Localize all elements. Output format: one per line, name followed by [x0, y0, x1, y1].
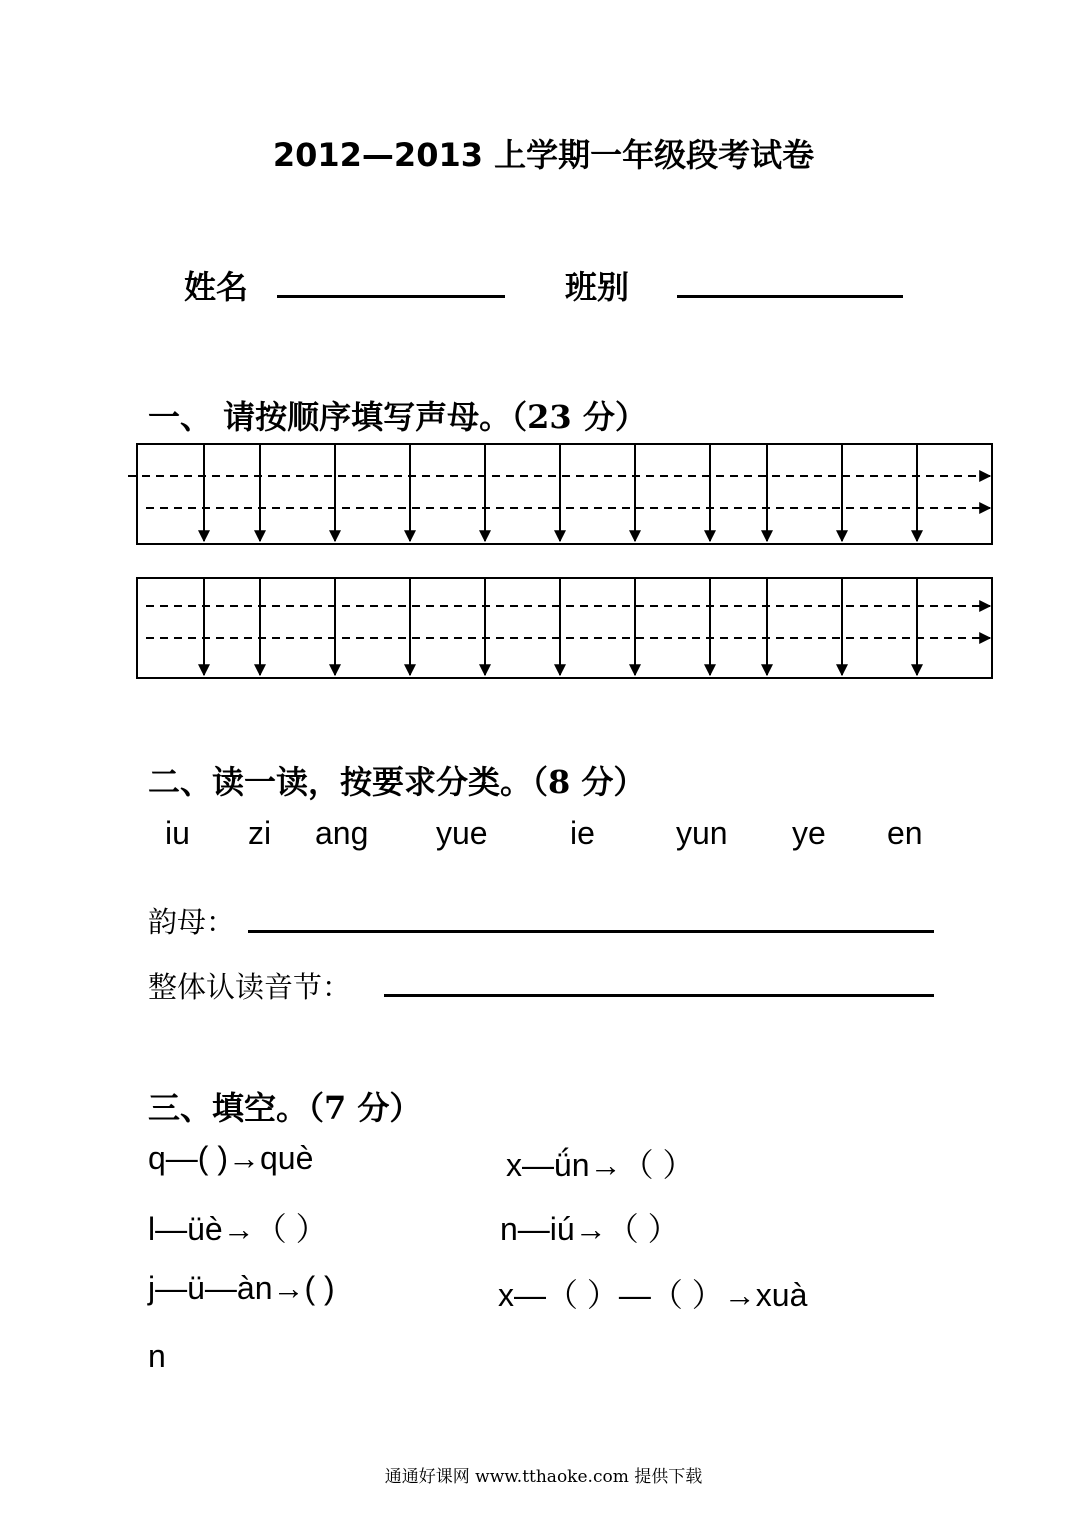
fill-item-6: x—（ ）—（ ）→xuà: [498, 1277, 808, 1313]
writing-box-row-2: [137, 578, 992, 678]
finals-answer-line[interactable]: [248, 930, 934, 933]
whole-syllables-label: 整体认读音节：: [148, 970, 352, 1004]
syllable-item: zi: [248, 815, 272, 851]
section1-heading: 一、 请按顺序填写声母。（23 分）: [148, 398, 647, 436]
syllable-item: ie: [570, 815, 595, 851]
fill-item-2: x—ǘn→（ ）: [506, 1147, 695, 1183]
section2-heading: 二、读一读，按要求分类。（8 分）: [148, 763, 646, 801]
syllable-item: yun: [676, 815, 728, 851]
syllable-item: en: [887, 815, 923, 851]
whole-syllables-answer-line[interactable]: [384, 994, 934, 997]
finals-label: 韵母：: [148, 905, 236, 939]
syllable-item: iu: [165, 815, 190, 851]
syllable-item: yue: [436, 815, 488, 851]
fill-item-1: q—( )→què: [148, 1140, 314, 1176]
name-label: 姓名: [184, 268, 249, 306]
fill-item-4: n—iú→（ ）: [500, 1211, 680, 1247]
syllable-item: ye: [792, 815, 826, 851]
fill-item-5: j—ü—àn→( ): [148, 1270, 335, 1306]
footer-source: 通通好课网 www.tthaoke.com 提供下载: [384, 1467, 703, 1487]
page-title: 2012—2013 上学期一年级段考试卷: [272, 136, 815, 174]
section3-heading: 三、填空。（7 分）: [148, 1089, 422, 1127]
fill-item-6-wrap: n: [148, 1338, 166, 1374]
class-label: 班别: [565, 268, 630, 306]
fill-item-3: l—üè→（ ）: [148, 1211, 328, 1247]
syllable-item: ang: [315, 815, 369, 851]
